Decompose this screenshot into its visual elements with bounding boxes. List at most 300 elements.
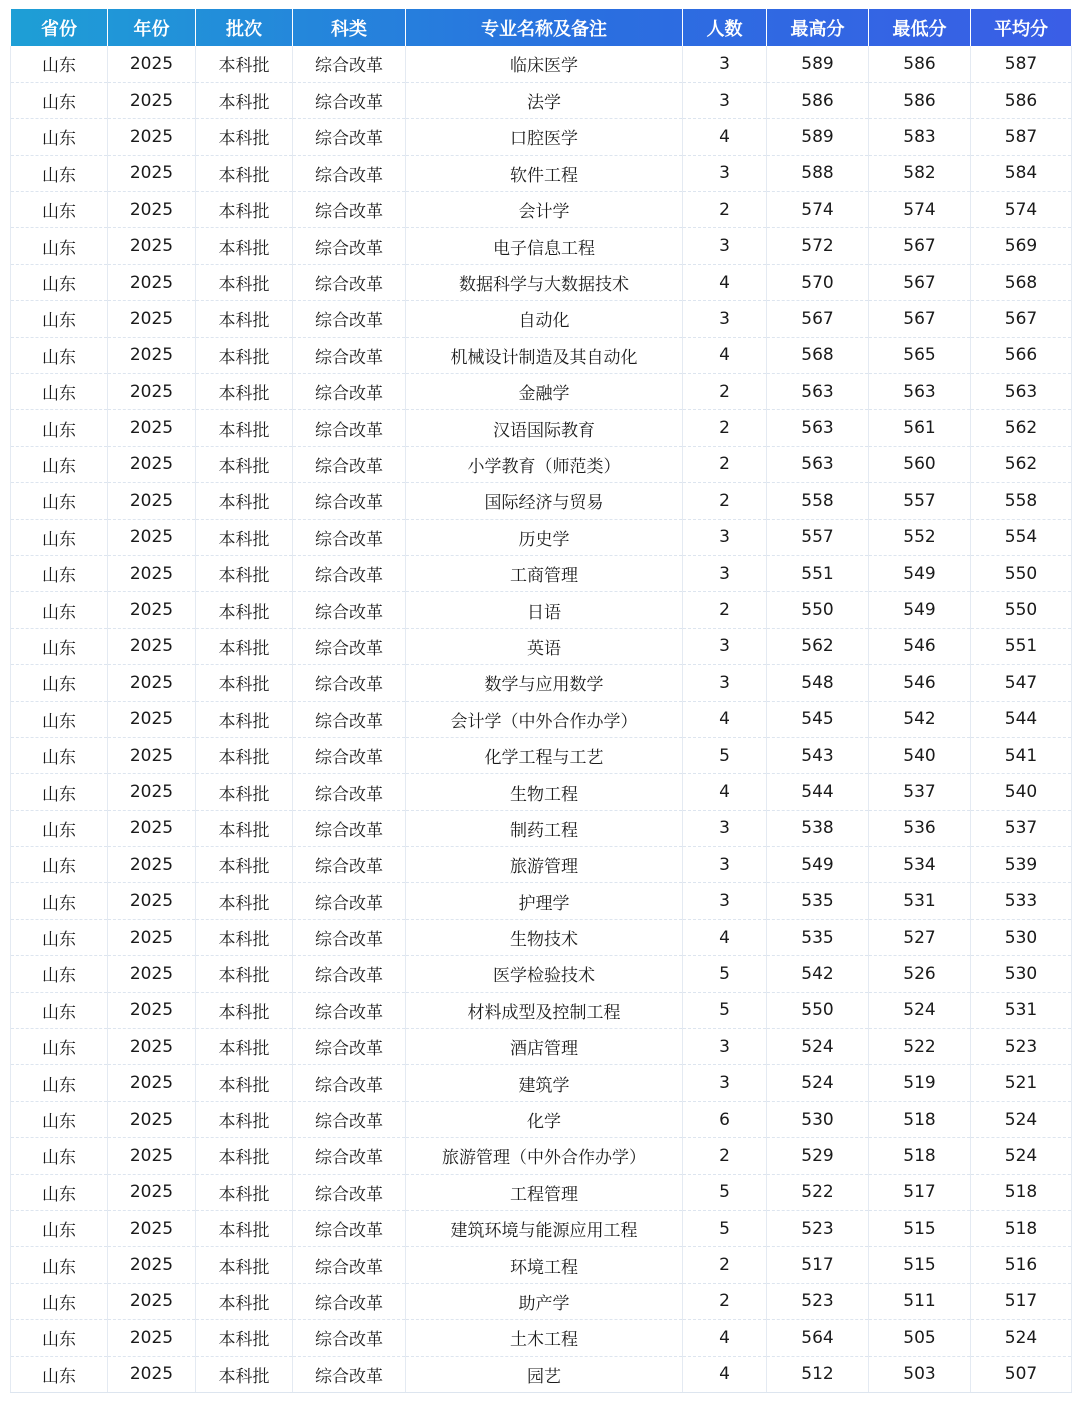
cell-batch: 本科批 (196, 628, 293, 664)
cell-category: 综合改革 (293, 919, 406, 955)
cell-avg-score: 507 (971, 1356, 1072, 1392)
cell-batch: 本科批 (196, 483, 293, 519)
cell-avg-score: 540 (971, 774, 1072, 810)
cell-avg-score: 539 (971, 847, 1072, 883)
cell-category: 综合改革 (293, 592, 406, 628)
cell-province: 山东 (11, 555, 108, 591)
cell-batch: 本科批 (196, 919, 293, 955)
cell-province: 山东 (11, 446, 108, 482)
cell-min-score: 542 (869, 701, 971, 737)
cell-max-score: 535 (767, 883, 869, 919)
cell-max-score: 568 (767, 337, 869, 373)
table-row (11, 374, 1072, 410)
cell-category: 综合改革 (293, 1138, 406, 1174)
cell-count: 5 (683, 1174, 767, 1210)
table-row (11, 701, 1072, 737)
cell-max-score: 529 (767, 1138, 869, 1174)
cell-batch: 本科批 (196, 410, 293, 446)
cell-year: 2025 (108, 555, 196, 591)
cell-avg-score: 587 (971, 119, 1072, 155)
cell-min-score: 526 (869, 956, 971, 992)
table-row (11, 519, 1072, 555)
cell-max-score: 512 (767, 1356, 869, 1392)
cell-min-score: 519 (869, 1065, 971, 1101)
cell-avg-score: 562 (971, 446, 1072, 482)
table-row (11, 1029, 1072, 1065)
cell-category: 综合改革 (293, 228, 406, 264)
table-row (11, 446, 1072, 482)
cell-province: 山东 (11, 1138, 108, 1174)
cell-year: 2025 (108, 374, 196, 410)
cell-min-score: 549 (869, 592, 971, 628)
cell-batch: 本科批 (196, 1320, 293, 1356)
table-row (11, 119, 1072, 155)
cell-category: 综合改革 (293, 883, 406, 919)
cell-category: 综合改革 (293, 264, 406, 300)
cell-batch: 本科批 (196, 883, 293, 919)
cell-year: 2025 (108, 1283, 196, 1319)
table-row (11, 847, 1072, 883)
cell-province: 山东 (11, 847, 108, 883)
cell-avg-score: 518 (971, 1174, 1072, 1210)
cell-province: 山东 (11, 1211, 108, 1247)
cell-min-score: 515 (869, 1211, 971, 1247)
cell-batch: 本科批 (196, 1174, 293, 1210)
cell-batch: 本科批 (196, 847, 293, 883)
cell-count: 3 (683, 228, 767, 264)
cell-province: 山东 (11, 228, 108, 264)
table-row (11, 1065, 1072, 1101)
cell-max-score: 548 (767, 665, 869, 701)
header-count: 人数 (683, 9, 767, 46)
cell-category: 综合改革 (293, 374, 406, 410)
cell-max-score: 558 (767, 483, 869, 519)
table-row (11, 883, 1072, 919)
table-row (11, 337, 1072, 373)
cell-avg-score: 531 (971, 992, 1072, 1028)
cell-province: 山东 (11, 264, 108, 300)
table-row (11, 919, 1072, 955)
header-year: 年份 (108, 9, 196, 46)
cell-major: 软件工程 (406, 155, 683, 191)
cell-category: 综合改革 (293, 337, 406, 373)
cell-avg-score: 524 (971, 1320, 1072, 1356)
table-row (11, 1101, 1072, 1137)
table-row (11, 1138, 1072, 1174)
cell-major: 电子信息工程 (406, 228, 683, 264)
cell-major: 数学与应用数学 (406, 665, 683, 701)
cell-count: 2 (683, 1247, 767, 1283)
cell-category: 综合改革 (293, 155, 406, 191)
cell-province: 山东 (11, 992, 108, 1028)
cell-year: 2025 (108, 264, 196, 300)
cell-batch: 本科批 (196, 1283, 293, 1319)
cell-province: 山东 (11, 919, 108, 955)
cell-category: 综合改革 (293, 192, 406, 228)
cell-category: 综合改革 (293, 701, 406, 737)
table-row (11, 956, 1072, 992)
cell-min-score: 586 (869, 46, 971, 82)
cell-avg-score: 562 (971, 410, 1072, 446)
cell-max-score: 570 (767, 264, 869, 300)
cell-batch: 本科批 (196, 1247, 293, 1283)
cell-province: 山东 (11, 1101, 108, 1137)
cell-major: 土木工程 (406, 1320, 683, 1356)
cell-max-score: 523 (767, 1283, 869, 1319)
cell-province: 山东 (11, 883, 108, 919)
cell-batch: 本科批 (196, 228, 293, 264)
cell-category: 综合改革 (293, 483, 406, 519)
cell-major: 化学工程与工艺 (406, 737, 683, 773)
cell-major: 生物工程 (406, 774, 683, 810)
cell-year: 2025 (108, 628, 196, 664)
cell-province: 山东 (11, 82, 108, 118)
cell-max-score: 567 (767, 301, 869, 337)
cell-min-score: 518 (869, 1101, 971, 1137)
cell-batch: 本科批 (196, 119, 293, 155)
cell-count: 3 (683, 155, 767, 191)
cell-min-score: 583 (869, 119, 971, 155)
cell-max-score: 586 (767, 82, 869, 118)
cell-max-score: 551 (767, 555, 869, 591)
cell-max-score: 563 (767, 374, 869, 410)
cell-major: 助产学 (406, 1283, 683, 1319)
cell-count: 3 (683, 883, 767, 919)
cell-major: 临床医学 (406, 46, 683, 82)
cell-min-score: 546 (869, 628, 971, 664)
cell-major: 建筑学 (406, 1065, 683, 1101)
cell-count: 2 (683, 374, 767, 410)
cell-province: 山东 (11, 774, 108, 810)
cell-max-score: 557 (767, 519, 869, 555)
cell-max-score: 589 (767, 46, 869, 82)
cell-province: 山东 (11, 628, 108, 664)
cell-count: 4 (683, 337, 767, 373)
cell-avg-score: 533 (971, 883, 1072, 919)
cell-year: 2025 (108, 1320, 196, 1356)
cell-count: 3 (683, 847, 767, 883)
table-row (11, 82, 1072, 118)
cell-count: 2 (683, 410, 767, 446)
cell-province: 山东 (11, 301, 108, 337)
cell-count: 2 (683, 483, 767, 519)
cell-count: 3 (683, 810, 767, 846)
cell-major: 环境工程 (406, 1247, 683, 1283)
cell-count: 3 (683, 82, 767, 118)
cell-avg-score: 524 (971, 1138, 1072, 1174)
cell-min-score: 522 (869, 1029, 971, 1065)
cell-province: 山东 (11, 155, 108, 191)
cell-province: 山东 (11, 1065, 108, 1101)
cell-max-score: 574 (767, 192, 869, 228)
table-row (11, 410, 1072, 446)
cell-major: 工商管理 (406, 555, 683, 591)
cell-province: 山东 (11, 337, 108, 373)
cell-province: 山东 (11, 483, 108, 519)
cell-province: 山东 (11, 374, 108, 410)
cell-avg-score: 524 (971, 1101, 1072, 1137)
cell-year: 2025 (108, 337, 196, 373)
cell-avg-score: 587 (971, 46, 1072, 82)
cell-min-score: 531 (869, 883, 971, 919)
cell-province: 山东 (11, 1283, 108, 1319)
cell-major: 小学教育（师范类） (406, 446, 683, 482)
cell-count: 4 (683, 774, 767, 810)
cell-max-score: 563 (767, 446, 869, 482)
cell-province: 山东 (11, 119, 108, 155)
cell-category: 综合改革 (293, 119, 406, 155)
cell-batch: 本科批 (196, 665, 293, 701)
cell-min-score: 536 (869, 810, 971, 846)
cell-major: 机械设计制造及其自动化 (406, 337, 683, 373)
cell-major: 园艺 (406, 1356, 683, 1392)
cell-major: 制药工程 (406, 810, 683, 846)
cell-category: 综合改革 (293, 1320, 406, 1356)
cell-batch: 本科批 (196, 774, 293, 810)
cell-batch: 本科批 (196, 1138, 293, 1174)
cell-max-score: 550 (767, 992, 869, 1028)
cell-province: 山东 (11, 956, 108, 992)
cell-min-score: 574 (869, 192, 971, 228)
cell-major: 会计学 (406, 192, 683, 228)
table-row (11, 1247, 1072, 1283)
cell-category: 综合改革 (293, 82, 406, 118)
cell-batch: 本科批 (196, 155, 293, 191)
cell-max-score: 545 (767, 701, 869, 737)
table-row (11, 301, 1072, 337)
cell-avg-score: 568 (971, 264, 1072, 300)
cell-major: 自动化 (406, 301, 683, 337)
cell-avg-score: 516 (971, 1247, 1072, 1283)
cell-min-score: 565 (869, 337, 971, 373)
cell-category: 综合改革 (293, 810, 406, 846)
cell-major: 数据科学与大数据技术 (406, 264, 683, 300)
cell-batch: 本科批 (196, 701, 293, 737)
cell-count: 5 (683, 956, 767, 992)
cell-province: 山东 (11, 1320, 108, 1356)
cell-avg-score: 586 (971, 82, 1072, 118)
cell-avg-score: 550 (971, 592, 1072, 628)
cell-min-score: 557 (869, 483, 971, 519)
cell-min-score: 534 (869, 847, 971, 883)
cell-min-score: 517 (869, 1174, 971, 1210)
cell-category: 综合改革 (293, 628, 406, 664)
cell-category: 综合改革 (293, 1065, 406, 1101)
cell-avg-score: 537 (971, 810, 1072, 846)
cell-avg-score: 541 (971, 737, 1072, 773)
cell-year: 2025 (108, 1247, 196, 1283)
admission-score-table (10, 9, 1072, 1393)
cell-min-score: 567 (869, 301, 971, 337)
cell-max-score: 543 (767, 737, 869, 773)
cell-count: 4 (683, 119, 767, 155)
cell-max-score: 588 (767, 155, 869, 191)
cell-max-score: 550 (767, 592, 869, 628)
table-row (11, 628, 1072, 664)
header-major: 专业名称及备注 (406, 9, 683, 46)
cell-max-score: 542 (767, 956, 869, 992)
cell-batch: 本科批 (196, 1211, 293, 1247)
cell-count: 4 (683, 1356, 767, 1392)
cell-count: 2 (683, 1283, 767, 1319)
cell-category: 综合改革 (293, 519, 406, 555)
table-row (11, 192, 1072, 228)
cell-major: 医学检验技术 (406, 956, 683, 992)
cell-category: 综合改革 (293, 446, 406, 482)
table-row (11, 810, 1072, 846)
cell-year: 2025 (108, 228, 196, 264)
cell-max-score: 538 (767, 810, 869, 846)
cell-province: 山东 (11, 519, 108, 555)
cell-batch: 本科批 (196, 555, 293, 591)
cell-year: 2025 (108, 1065, 196, 1101)
cell-major: 金融学 (406, 374, 683, 410)
header-row (11, 9, 1072, 46)
table-row (11, 155, 1072, 191)
cell-batch: 本科批 (196, 992, 293, 1028)
cell-count: 2 (683, 1138, 767, 1174)
cell-min-score: 540 (869, 737, 971, 773)
cell-year: 2025 (108, 1356, 196, 1392)
cell-major: 工程管理 (406, 1174, 683, 1210)
cell-province: 山东 (11, 46, 108, 82)
cell-province: 山东 (11, 737, 108, 773)
cell-category: 综合改革 (293, 1247, 406, 1283)
cell-batch: 本科批 (196, 446, 293, 482)
cell-major: 旅游管理 (406, 847, 683, 883)
cell-major: 护理学 (406, 883, 683, 919)
cell-min-score: 524 (869, 992, 971, 1028)
cell-avg-score: 551 (971, 628, 1072, 664)
cell-year: 2025 (108, 410, 196, 446)
cell-year: 2025 (108, 665, 196, 701)
table-row (11, 1174, 1072, 1210)
table-row (11, 592, 1072, 628)
cell-year: 2025 (108, 1174, 196, 1210)
table-row (11, 1320, 1072, 1356)
cell-avg-score: 567 (971, 301, 1072, 337)
cell-min-score: 561 (869, 410, 971, 446)
cell-major: 英语 (406, 628, 683, 664)
cell-major: 生物技术 (406, 919, 683, 955)
cell-batch: 本科批 (196, 810, 293, 846)
cell-year: 2025 (108, 119, 196, 155)
cell-count: 5 (683, 1211, 767, 1247)
cell-province: 山东 (11, 810, 108, 846)
cell-min-score: 505 (869, 1320, 971, 1356)
table-row (11, 264, 1072, 300)
table-body (11, 46, 1072, 1392)
cell-province: 山东 (11, 592, 108, 628)
cell-batch: 本科批 (196, 1101, 293, 1137)
cell-max-score: 535 (767, 919, 869, 955)
cell-year: 2025 (108, 810, 196, 846)
cell-batch: 本科批 (196, 956, 293, 992)
header-batch: 批次 (196, 9, 293, 46)
cell-major: 历史学 (406, 519, 683, 555)
cell-category: 综合改革 (293, 774, 406, 810)
table-row (11, 1283, 1072, 1319)
cell-avg-score: 584 (971, 155, 1072, 191)
cell-category: 综合改革 (293, 1356, 406, 1392)
cell-avg-score: 569 (971, 228, 1072, 264)
cell-category: 综合改革 (293, 1211, 406, 1247)
cell-category: 综合改革 (293, 301, 406, 337)
cell-year: 2025 (108, 919, 196, 955)
cell-major: 会计学（中外合作办学） (406, 701, 683, 737)
header-min-score: 最低分 (869, 9, 971, 46)
cell-year: 2025 (108, 155, 196, 191)
cell-category: 综合改革 (293, 956, 406, 992)
cell-batch: 本科批 (196, 737, 293, 773)
cell-min-score: 582 (869, 155, 971, 191)
cell-max-score: 524 (767, 1065, 869, 1101)
cell-max-score: 523 (767, 1211, 869, 1247)
cell-count: 3 (683, 301, 767, 337)
cell-min-score: 518 (869, 1138, 971, 1174)
cell-major: 国际经济与贸易 (406, 483, 683, 519)
cell-major: 材料成型及控制工程 (406, 992, 683, 1028)
cell-count: 3 (683, 555, 767, 591)
cell-max-score: 563 (767, 410, 869, 446)
cell-count: 5 (683, 737, 767, 773)
cell-min-score: 503 (869, 1356, 971, 1392)
cell-major: 建筑环境与能源应用工程 (406, 1211, 683, 1247)
cell-province: 山东 (11, 665, 108, 701)
cell-avg-score: 521 (971, 1065, 1072, 1101)
cell-min-score: 567 (869, 264, 971, 300)
cell-min-score: 563 (869, 374, 971, 410)
table-row (11, 1211, 1072, 1247)
cell-count: 3 (683, 519, 767, 555)
cell-count: 3 (683, 1065, 767, 1101)
cell-category: 综合改革 (293, 1174, 406, 1210)
cell-category: 综合改革 (293, 665, 406, 701)
table-header (11, 9, 1072, 46)
header-province: 省份 (11, 9, 108, 46)
cell-avg-score: 530 (971, 956, 1072, 992)
cell-batch: 本科批 (196, 192, 293, 228)
cell-avg-score: 544 (971, 701, 1072, 737)
cell-min-score: 560 (869, 446, 971, 482)
cell-max-score: 530 (767, 1101, 869, 1137)
cell-min-score: 549 (869, 555, 971, 591)
cell-max-score: 524 (767, 1029, 869, 1065)
cell-max-score: 589 (767, 119, 869, 155)
cell-avg-score: 554 (971, 519, 1072, 555)
cell-count: 2 (683, 192, 767, 228)
cell-min-score: 546 (869, 665, 971, 701)
cell-category: 综合改革 (293, 1029, 406, 1065)
cell-province: 山东 (11, 410, 108, 446)
cell-year: 2025 (108, 1101, 196, 1137)
cell-major: 化学 (406, 1101, 683, 1137)
cell-min-score: 511 (869, 1283, 971, 1319)
cell-avg-score: 530 (971, 919, 1072, 955)
table-row (11, 774, 1072, 810)
cell-avg-score: 523 (971, 1029, 1072, 1065)
cell-year: 2025 (108, 192, 196, 228)
header-max-score: 最高分 (767, 9, 869, 46)
cell-batch: 本科批 (196, 1065, 293, 1101)
table-row (11, 555, 1072, 591)
cell-category: 综合改革 (293, 555, 406, 591)
cell-year: 2025 (108, 446, 196, 482)
cell-avg-score: 517 (971, 1283, 1072, 1319)
cell-category: 综合改革 (293, 1283, 406, 1319)
cell-min-score: 552 (869, 519, 971, 555)
cell-province: 山东 (11, 1174, 108, 1210)
